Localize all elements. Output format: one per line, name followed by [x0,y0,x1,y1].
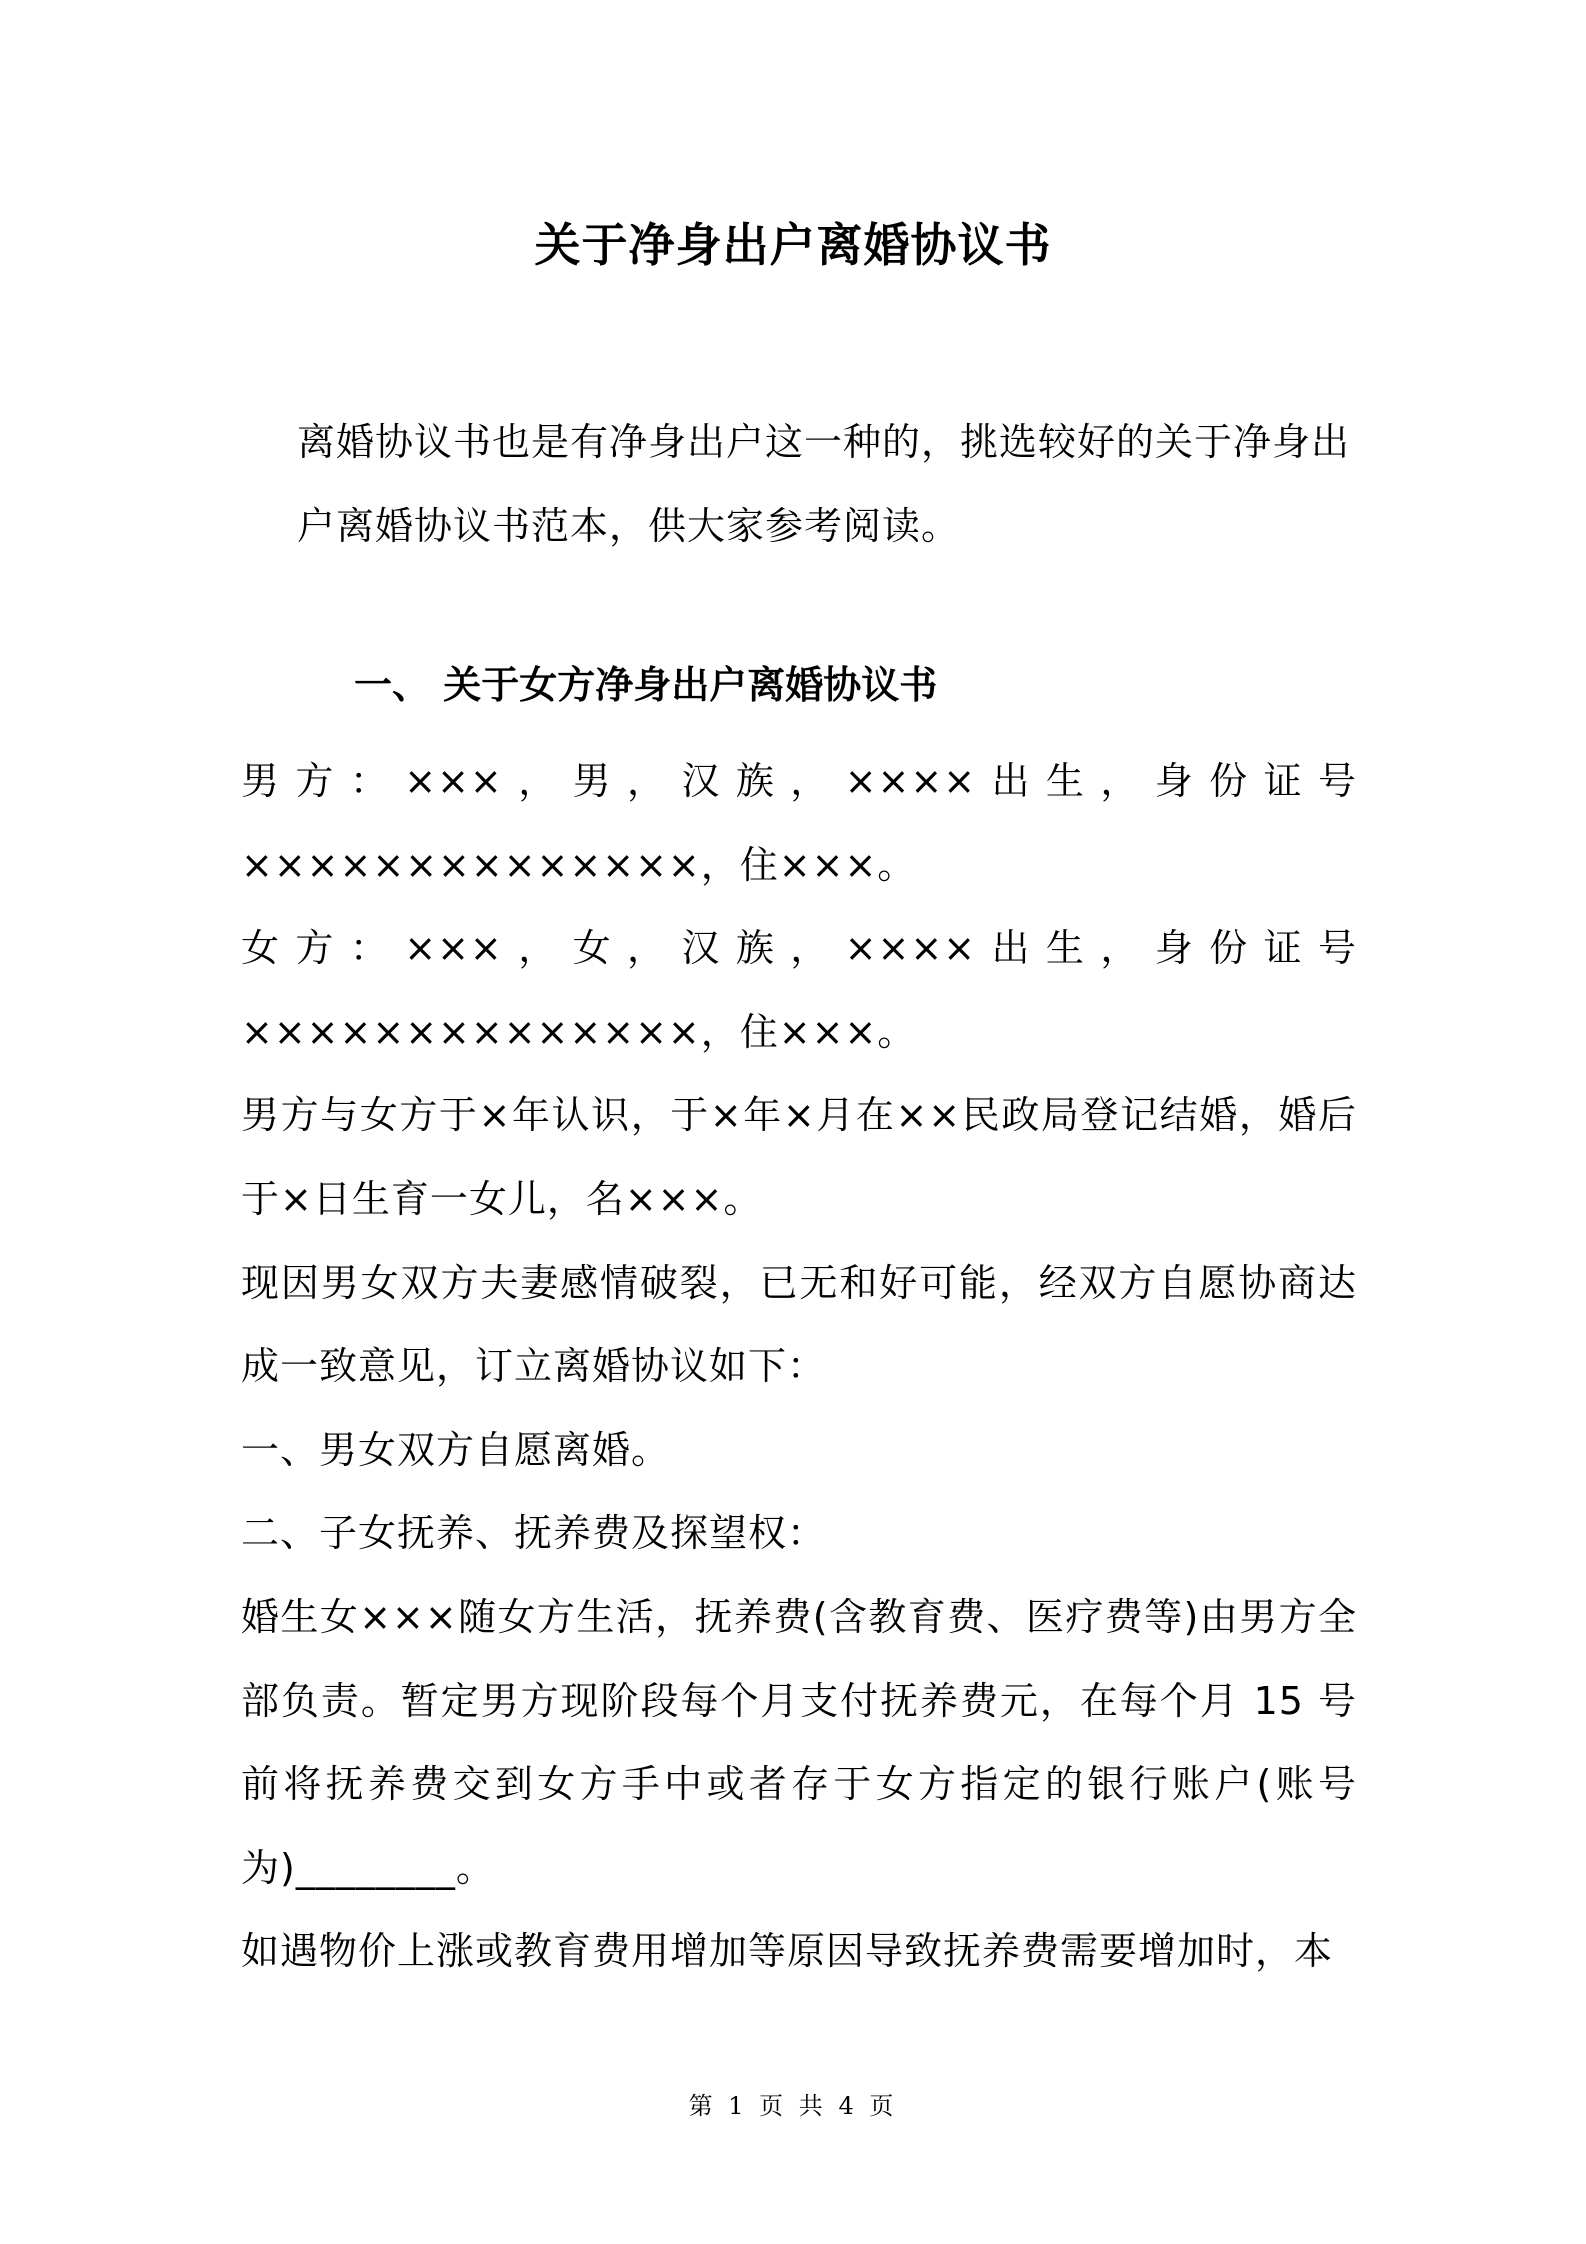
paragraph-wife-info: 女方：×××，女，汉族，××××出生，身份证号××××××××××××××，住×××。 [241,926,1357,1054]
agreement-body [241,740,1357,1994]
paragraph-husband-info: 男方：×××，男，汉族，××××出生，身份证号××××××××××××××，住×××。 [241,759,1357,887]
paragraph-child-support: 婚生女×××随女方生活，抚养费(含教育费、医疗费等)由男方全部负责。暂定男方现阶段每个月支付抚养费元，在每个月 15 号前将抚养费交到女方手中或者存于女方指定的银行账户(账号为)________。 [241,1594,1357,1890]
document-title: 关于净身出户离婚协议书 [534,218,1052,272]
intro-paragraph: 离婚协议书也是有净身出户这一种的，挑选较好的关于净身出户离婚协议书范本，供大家参考阅读。 [297,420,1351,548]
page-number-footer: 第 1 页 共 4 页 [688,2092,898,2120]
paragraph-support-adjustment: 如遇物价上涨或教育费用增加等原因导致抚养费需要增加时，本 [241,1929,1334,1974]
section-heading: 一、 关于女方净身出户离婚协议书 [354,663,938,707]
paragraph-marriage-history: 男方与女方于×年认识，于×年×月在××民政局登记结婚，婚后于×日生育一女儿，名×××。 [241,1093,1357,1221]
clause-voluntary-divorce: 一、男女双方自愿离婚。 [241,1427,671,1472]
paragraph-divorce-reason: 现因男女双方夫妻感情破裂，已无和好可能，经双方自愿协商达成一致意见，订立离婚协议如下： [241,1260,1357,1389]
clause-child-custody-heading: 二、子女抚养、抚养费及探望权： [241,1511,827,1556]
